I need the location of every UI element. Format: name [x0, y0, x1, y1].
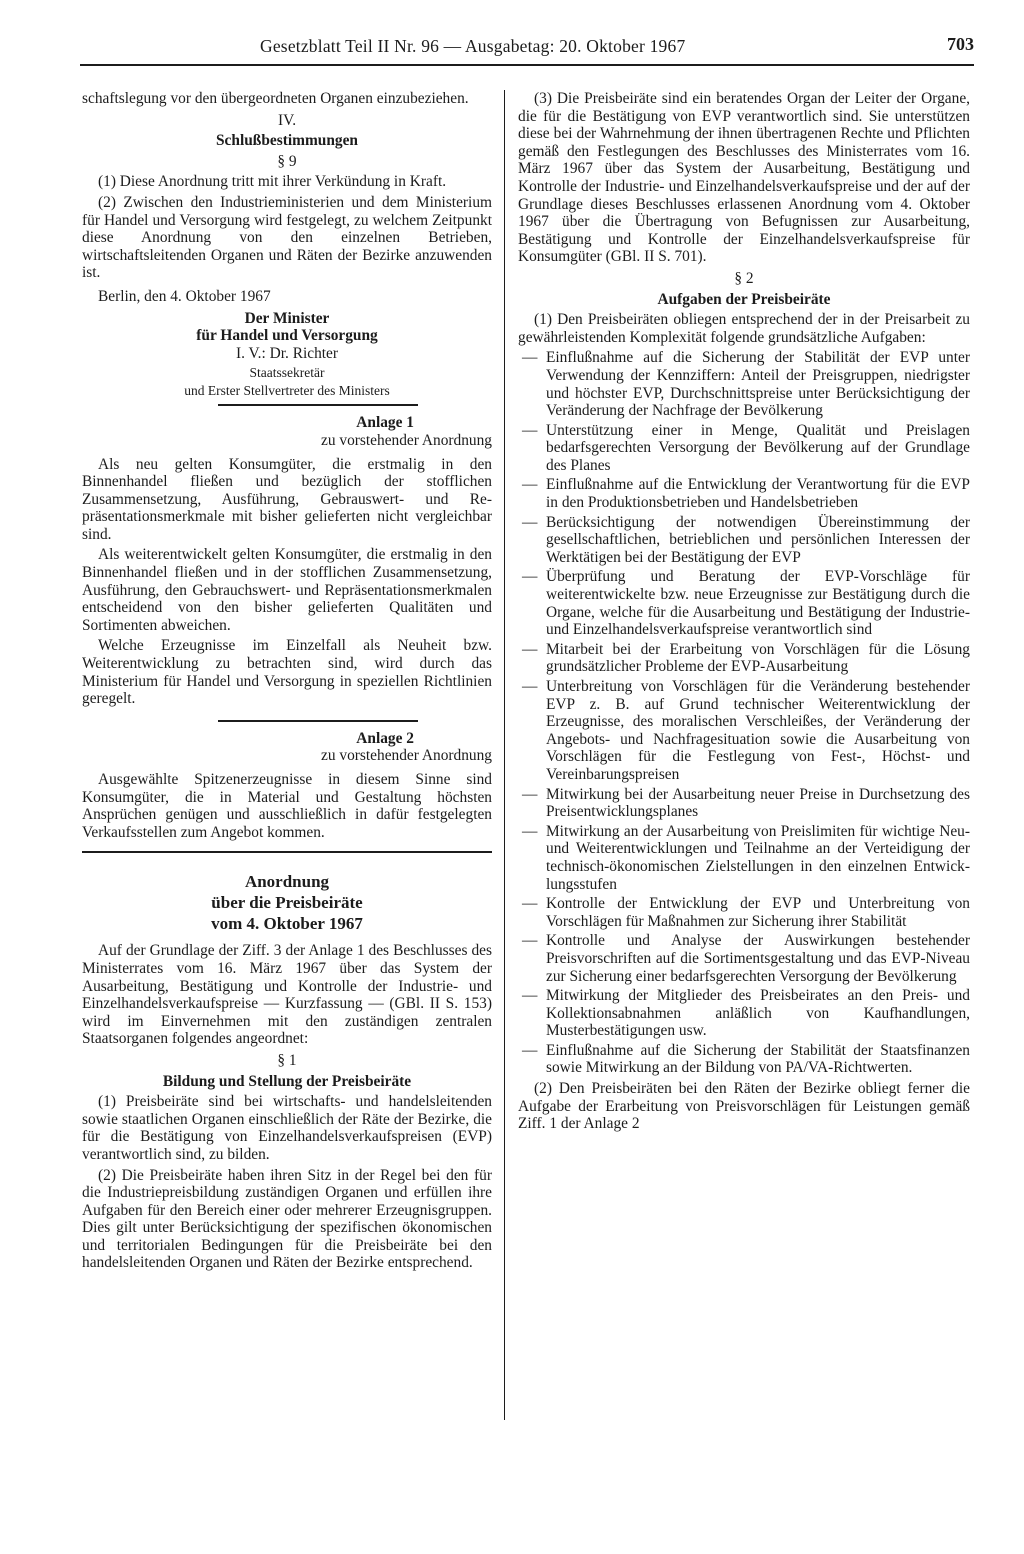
section-9-label: § 9 [277, 152, 297, 170]
column-divider [504, 90, 505, 1420]
list-item: — Mitwirkung an der Ausarbeitung von Preislimiten für wichtige Neu- und Weiterentwicklungen und Teilnahme an der Verteidigung der technisch-ökonomischen Zielstellungen in den einzelnen Entwicklungsstufen [522, 822, 970, 893]
signer-role-1: Staatssekretär [249, 365, 325, 381]
decree-title-1: Anordnung [244, 872, 330, 892]
page-header [80, 30, 974, 66]
left-column [82, 90, 492, 1275]
list-item: — Mitarbeit bei der Erarbeitung von Vorschlägen für die Lösung grundsätzlicher Probleme der EVP-Ausarbeitung [522, 640, 970, 676]
section-1-title: Bildung und Stellung der Preisbeiräte [162, 1072, 412, 1090]
anlage-1-subtitle: zu vorstehender Anordnung [321, 431, 492, 449]
list-item: — Mitwirkung der Mitglieder des Preisbeirates an den Preis- und Kollektionsabnahmen anläßlich von Kaufhandlungen, Musterbestätigungen usw. [522, 987, 970, 1040]
list-item: — Unterbreitung von Vorschlägen für die Veränderung bestehender EVP z. B. auf Grund technischer Weiterentwicklung der Erzeugnisse, des moralischen Verschleißes, der Veränderung der Angebots- und Nachfragesituation sowie die Ausarbeitung von Vorschlägen für die Festlegung von Fest-, Höchst- und Vereinbarungspreisen [522, 678, 970, 783]
section-rule [82, 851, 492, 853]
separator-rule [218, 404, 418, 406]
continuation-text: schaftslegung vor den übergeordneten Organen einzubeziehen. [82, 90, 469, 107]
list-item: — Überprüfung und Beratung der EVP-Vorschläge für weiterentwickelte bzw. neue Erzeugnisse zur Bestätigung durch die Organe, welche für die Ausarbeitung und Bestätigung der Industrie- und Einzelhandelsverkaufspreise verantwortlich sind [522, 568, 970, 639]
list-item: — Einflußnahme auf die Sicherung der Stabilität der Staatsfinanzen sowie Mitwirkung an der Bildung von PA/VA-Richtwerten. [522, 1041, 970, 1077]
list-item: — Mitwirkung bei der Ausarbeitung neuer Preise in Durchsetzung des Preisentwicklungsplanes [522, 785, 970, 821]
section-2-para-1: (1) Den Preisbeiräten obliegen entsprechend der in der Preisarbeit zu gewährleistenden Komplexität folgende grundsätzliche Aufgaben: [518, 311, 970, 346]
part-numeral: IV. [277, 111, 297, 129]
signer-title-2: für Handel und Versorgung [196, 327, 378, 345]
section-9-para-2: (2) Zwischen den Industrieministerien und dem Ministerium für Handel und Versorgung wird festgelegt, zu welchem Zeitpunkt diese Anordnung von den einzelnen Betrieben, wirtschaftsleitenden Organen und Räten der Bezirke anzuwenden ist. [82, 193, 492, 282]
anlage-2-title: Anlage 2 [356, 729, 414, 747]
list-item: — Kontrolle und Analyse der Auswirkungen bestehender Preisvorschriften auf die Sortimentsgestaltung und das EVP-Niveau zur Sicherung einer bedarfsgerechten Versorgung der Bevölkerung [522, 932, 970, 985]
list-item: — Kontrolle der Entwicklung der EVP und Unterbreitung von Vorschlägen für Maßnahmen zur Sicherung ihrer Stabilität [522, 895, 970, 930]
right-column [518, 90, 970, 1136]
anlage-1-para-1: Als neu gelten Konsumgüter, die erstmalig in den Binnenhandel fließen und bezüglich der stofflichen Zusammensetzung, Ausführung, Gebrauswert- und Repräsentationsmerkmale mit bisher gelieferten nicht vergleichbar sind. [82, 455, 492, 543]
list-item: — Einflußnahme auf die Entwicklung der Verantwortung für die EVP in den Produktionsbetrieben und Handelsbetrieben [522, 476, 970, 512]
signer-role-2: und Erster Stellvertreter des Ministers [184, 383, 390, 399]
anlage-1-para-2: Als weiterentwickelt gelten Konsumgüter, die erstmalig in den Binnenhandel fließen und in der stofflichen Zusammensetzung, Ausführung, den Gebrauchswert- und Repräsentationsmerkmalen entscheidend von den bisher gelieferten Qualitäten und Sortimenten abweichen. [82, 546, 492, 634]
section-2-label: § 2 [734, 269, 754, 287]
signer-name: I. V.: Dr. Richter [235, 344, 339, 362]
list-item: — Berücksichtigung der notwendigen Übereinstimmung der gesellschaftlichen, betrieblichen und persönlichen Interessen der Werktätigen bei der Bestätigung der EVP [522, 513, 970, 566]
section-1-para-1: (1) Preisbeiräte sind bei wirtschafts- und handelsleitenden sowie staatlichen Organen einschließlich der Räte der Bezirke, die für die Bestätigung von Einzelhandelsverkaufspreisen (EVP) verantwortlich sind, zu bilden. [82, 1093, 492, 1163]
part-title: Schlußbestimmungen [216, 132, 358, 150]
anlage-1-para-3: Welche Erzeugnisse im Einzelfall als Neuheit bzw. Weiterentwicklung zu betrachten sind, wird durch das Ministerium für Handel und Versorgung in speziellen Richtlinien geregelt. [82, 637, 492, 708]
signer-title-1: Der Minister [244, 309, 330, 327]
section-2-para-2: (2) Den Preisbeiräten bei den Räten der Bezirke obliegt ferner die Aufgabe der Erarbeitung von Preisvorschlägen für Leistungen gemäß Ziff. 1 der Anlage 2 [518, 1080, 970, 1133]
place-date: Berlin, den 4. Oktober 1967 [98, 287, 271, 305]
anlage-2-subtitle: zu vorstehender Anordnung [321, 747, 492, 765]
anlage-1-title: Anlage 1 [356, 414, 414, 432]
section-2-title: Aufgaben der Preisbeiräte [657, 290, 831, 308]
separator-rule [218, 720, 418, 722]
section-1-para-3: (3) Die Preisbeiräte sind ein beratendes Organ der Leiter der Organe, die für die Bestätigung von EVP verantwortlich sind. Sie unterstützen diese bei der Wahrnehmung der ihnen übertragenen Rechte und Pflichten gemäß den Festlegungen des Beschlusses des Ministerrates vom 16. März 1967 über das System der Ausarbeitung, Bestätigung und Kontrolle der Industrie- und Einzelhandelsverkaufspreise und der auf der Grundlage dieses Beschlusses erlassenen Anordnung vom 4. Oktober 1967 über die Übertragung von Befugnissen zur Ausarbeitung, Bestätigung und Kontrolle der Einzelhandelsverkaufspreise für Konsumgüter (GBl. II S. 701). [518, 90, 970, 266]
section-9-para-1: (1) Diese Anordnung tritt mit ihrer Verkündung in Kraft. [98, 173, 447, 191]
page-number: 703 [947, 34, 974, 54]
list-item: — Unterstützung einer in Menge, Qualität und Preislagen bedarfsgerechten Versorgung der Bevölkerung auf der Grundlage des Planes [522, 421, 970, 474]
section-1-label: § 1 [277, 1051, 297, 1069]
anlage-2-para-1: Ausgewählte Spitzenerzeugnisse in diesem Sinne sind Konsumgüter, die in Material und Gestaltung höchsten Ansprüchen genügen und ausschließlich in dafür festgelegten Verkaufsstellen zum Angebot kommen. [82, 771, 492, 841]
task-list [518, 349, 970, 1077]
list-item: — Einflußnahme auf die Sicherung der Stabilität der EVP unter Verwendung der Kennziffern: Anteil der Preisgruppen, niedrigster und höchster EVP, Durchschnittspreise unter Berücksichtigung der Veränderung der Nachfrage der Bevölkerung [522, 349, 970, 420]
header-title: Gesetzblatt Teil II Nr. 96 — Ausgabetag: 20. Oktober 1967 [260, 36, 686, 56]
decree-title-3: vom 4. Oktober 1967 [211, 914, 363, 934]
decree-intro: Auf der Grundlage der Ziff. 3 der Anlage 1 des Beschlusses des Ministerrates vom 16. März 1967 über das System der Ausarbeitung, Bestätigung und Kontrolle der Industrie- und Einzelhandelsverkaufspreise — Kurzfassung — (GBl. II S. 153) wird im Einvernehmen mit den zuständigen zentralen Staatsorganen folgendes angeordnet: [82, 942, 492, 1048]
section-1-para-2: (2) Die Preisbeiräte haben ihren Sitz in der Regel bei den für die Industriepreisbildung zuständigen Organen und erfüllen ihre Aufgaben für den Bereich einer oder mehrerer Erzeugnisgruppen. Dies gilt unter Berücksichtigung der spezifischen ökonomischen und territorialen Bedingungen für die Preisbeiräte bei den handelsleitenden Organen und Räten der Bezirke entsprechend. [82, 1166, 492, 1272]
decree-title-2: über die Preisbeiräte [211, 893, 363, 913]
